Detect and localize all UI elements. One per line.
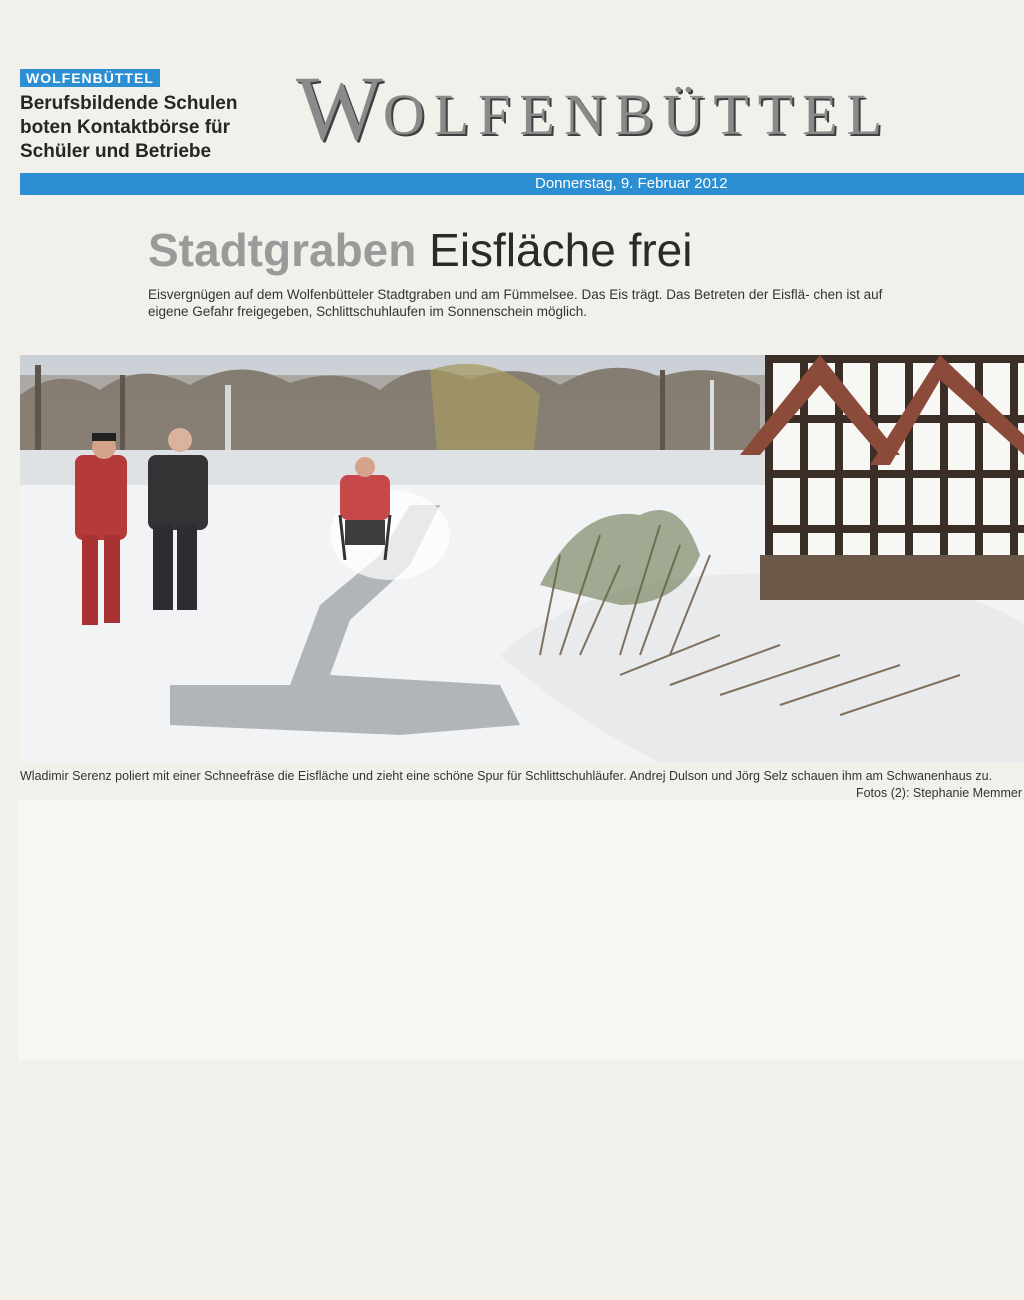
photo-caption: Wladimir Serenz poliert mit einer Schneefräse die Eisfläche und zieht eine schöne Spur für Schlittschuhläufer. Andrej Dulson und Jörg Selz schauen ihm am Schwanenhaus zu. <box>20 769 993 783</box>
issue-date: Donnerstag, 9. Februar 2012 <box>535 175 728 192</box>
photo-credit: Fotos (2): Stephanie Memmer <box>855 786 1022 800</box>
masthead-initial: W <box>296 58 383 158</box>
headline-keyword: Stadtgraben <box>148 224 417 276</box>
date-bar <box>20 173 1024 195</box>
section-kicker: WOLFENBÜTTEL <box>20 69 160 87</box>
headline-main: Eisfläche frei <box>429 224 693 276</box>
article-photo <box>20 355 1024 762</box>
teaser-headline: Berufsbildende Schulen boten Kontaktbörse für Schüler und Betriebe <box>20 93 238 162</box>
article-headline <box>148 222 693 278</box>
masthead <box>296 58 1024 158</box>
swan-house <box>740 355 1024 600</box>
paper-background <box>18 800 1024 1060</box>
masthead-title: OLFENBÜTTEL <box>382 82 892 147</box>
photo-illustration <box>20 355 1024 762</box>
article-lead: Eisvergnügen auf dem Wolfenbütteler Stadtgraben und am Fümmelsee. Das Eis trägt. Das Betreten der Eisflä- chen ist auf eigene Gefahr freigegeben, Schlittschuhlaufen im Sonnenschein möglich. <box>148 287 883 319</box>
